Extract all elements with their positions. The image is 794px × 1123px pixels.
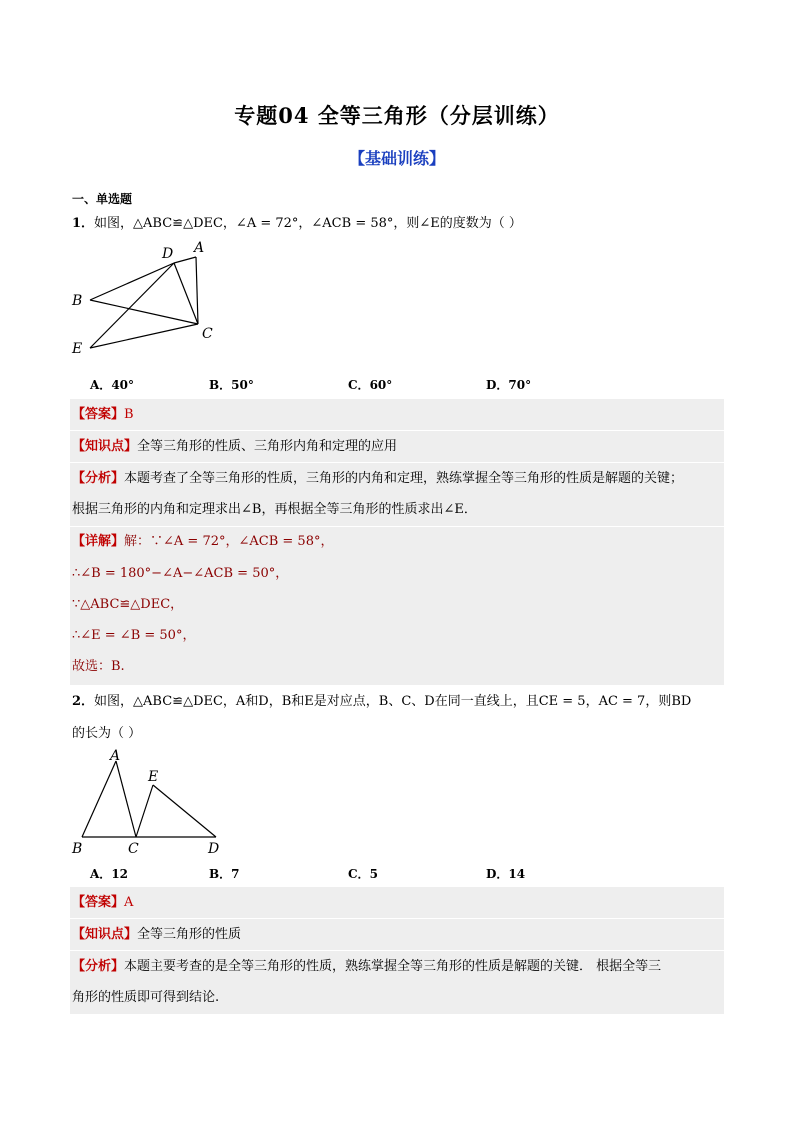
q1-option-c[interactable] [348,376,392,393]
answer-tag: 【答案】 [72,407,125,422]
row-divider [70,918,724,919]
q1-analysis-row-2: 根据三角形的内角和定理求出∠B，再根据全等三角形的性质求出∠E． [72,502,477,517]
q2-analysis-row-2: 角形的性质即可得到结论. [72,990,220,1005]
q1-label-e: E [72,341,83,357]
detail-text: 解：∵∠A = 72°，∠ACB = 58°， [124,534,334,549]
option-key: C． [348,867,370,881]
q1-label-c: C [202,326,213,342]
q2-option-d[interactable] [486,865,525,882]
q1-segment-ed [90,263,174,348]
q1-knowledge-row [72,437,397,457]
q1-detail-row-2: ∴∠B = 180°−∠A−∠ACB = 50°， [72,566,289,581]
question-1-text [72,214,522,234]
q1-option-d[interactable] [486,376,531,393]
q2-label-d: D [208,841,220,857]
question-1-number: 1． [72,216,95,231]
q2-option-a[interactable] [90,865,128,882]
option-value: 40° [111,378,135,392]
option-value: 60° [369,378,393,392]
q2-option-b[interactable] [209,865,240,882]
q1-segment-bc [90,300,198,324]
q1-segment-dc [174,263,198,324]
q2-option-c[interactable] [348,865,378,882]
section-subtitle: 【基础训练】 [348,149,445,168]
q1-label-a: A [194,240,205,256]
row-divider [70,462,724,463]
option-key: A． [90,867,112,881]
page-title: 专题04 全等三角形（分层训练） [234,103,560,128]
question-2-solution-panel [70,887,724,1014]
q2-segment-ba [82,761,116,837]
knowledge-value: 全等三角形的性质 [137,927,242,942]
q1-option-a[interactable] [90,376,134,393]
q1-detail-row-3: ∵△ABC≌△DEC， [72,597,184,612]
q2-label-e: E [148,769,159,785]
detail-tag: 【详解】 [72,534,125,549]
analysis-text: 本题考查了全等三角形的性质，三角形的内角和定理，熟练掌握全等三角形的性质是解题的关键； [124,471,684,486]
q1-segment-ec [90,324,198,348]
q1-segment-da [174,257,196,263]
knowledge-value: 全等三角形的性质、三角形内角和定理的应用 [137,439,398,454]
answer-value: A [124,895,134,910]
q1-label-b: B [72,293,83,309]
analysis-tag: 【分析】 [72,959,125,974]
q2-segment-ed [153,785,216,837]
knowledge-tag: 【知识点】 [72,439,138,454]
question-2-text-line1 [72,692,691,712]
question-1-stem: 如图，△ABC≌△DEC，∠A = 72°，∠ACB = 58°，则∠E的度数为（ ） [94,216,522,231]
q1-analysis-row-1 [72,469,683,489]
q2-segment-ce [136,785,153,837]
answer-tag: 【答案】 [72,895,125,910]
question-2-stem-line1: 如图，△ABC≌△DEC，A和D，B和E是对应点，B、C、D在同一直线上，且CE = 5，AC = 7，则BD [94,694,692,709]
option-key: C． [348,378,370,392]
answer-value: B [124,407,134,422]
row-divider [70,950,724,951]
section-heading: 一、单选题 [72,192,133,206]
q2-label-a: A [110,748,121,764]
q2-segment-ac [116,761,136,837]
question-2-text-line2: 的长为（ ） [72,726,142,741]
question-1-solution-panel [70,399,724,685]
q1-segment-ac [196,257,198,324]
row-divider [70,526,724,527]
knowledge-tag: 【知识点】 [72,927,138,942]
option-value: 12 [111,867,129,881]
question-2-number: 2． [72,694,95,709]
analysis-text: 本题主要考查的是全等三角形的性质，熟练掌握全等三角形的性质是解题的关键． 根据全等三 [124,959,662,974]
option-key: B． [209,867,232,881]
q2-analysis-row-1 [72,957,661,977]
row-divider [70,430,724,431]
q1-detail-row-5: 故选：B. [72,659,125,674]
option-key: D． [486,867,509,881]
question-2-figure [66,748,236,858]
option-value: 70° [508,378,532,392]
q2-answer-row [72,893,133,913]
q1-segment-bd [90,263,174,300]
q2-knowledge-row [72,925,241,945]
option-key: A． [90,378,112,392]
q1-answer-row [72,405,134,425]
option-value: 5 [369,867,378,881]
option-value: 14 [508,867,526,881]
option-value: 7 [231,867,240,881]
q1-detail-row-4: ∴∠E = ∠B = 50°， [72,628,196,643]
question-1-figure [60,240,240,360]
q2-label-c: C [128,841,139,857]
analysis-tag: 【分析】 [72,471,125,486]
option-key: D． [486,378,509,392]
option-value: 50° [231,378,254,392]
q2-label-b: B [72,841,83,857]
option-key: B． [209,378,232,392]
q1-option-b[interactable] [209,376,254,393]
q1-detail-row-1 [72,532,333,552]
q1-label-d: D [162,246,174,262]
